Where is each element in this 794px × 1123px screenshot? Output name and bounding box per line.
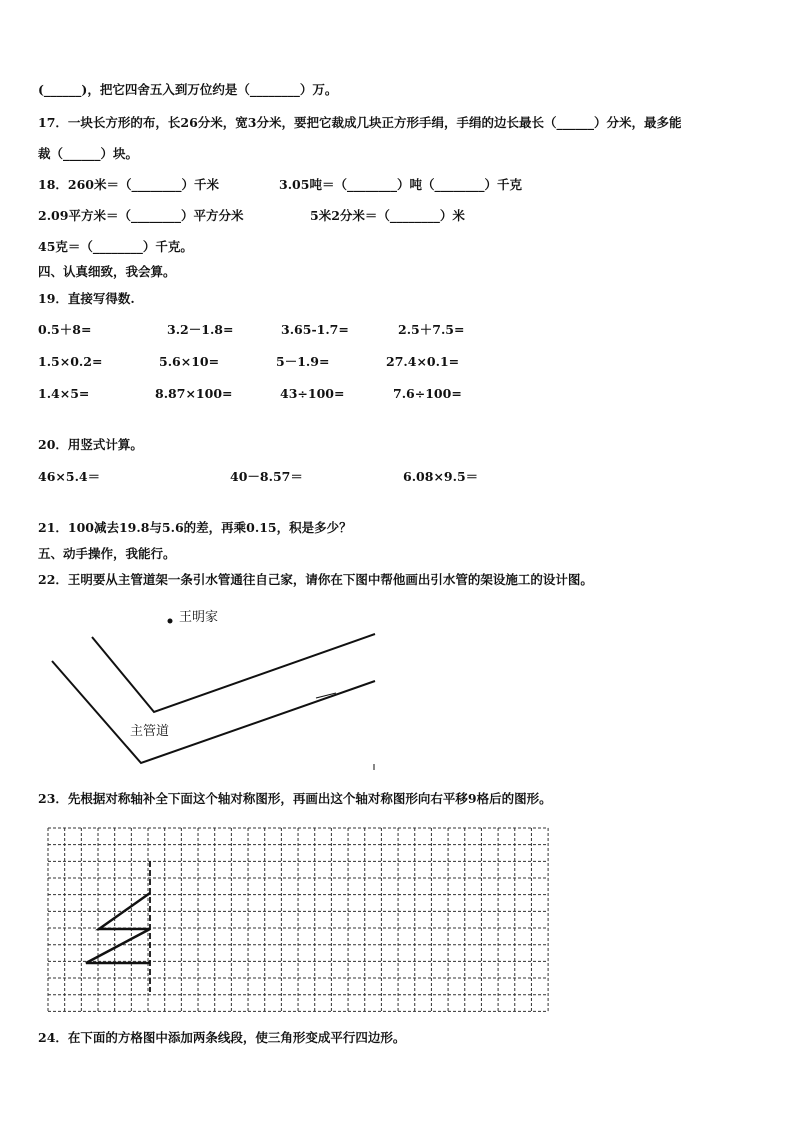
q18-a: 18．260米＝（________）千米	[38, 177, 219, 192]
q19-item: 7.6÷100=	[393, 386, 462, 401]
q19-item: 8.87×100=	[155, 386, 233, 401]
house-dot-marker	[168, 619, 173, 624]
q18-d: 5米2分米＝（________）米	[310, 208, 465, 223]
q19-item: 1.4×5=	[38, 386, 90, 401]
q20-item: 40－8.57＝	[230, 469, 303, 484]
q19-item: 3.2－1.8=	[167, 322, 234, 337]
q20-item: 6.08×9.5＝	[403, 469, 479, 484]
q19-item: 43÷100=	[280, 386, 345, 401]
q19-item: 2.5＋7.5=	[398, 322, 465, 337]
q20-item: 46×5.4＝	[38, 469, 101, 484]
q17-line2: 裁（______）块。	[38, 146, 139, 161]
q18-b: 3.05吨＝（________）吨（________）千克	[279, 177, 522, 192]
q19-item: 5.6×10=	[159, 354, 220, 369]
grid-lines	[48, 828, 548, 1011]
section-4-heading: 四、认真细致，我会算。	[38, 264, 176, 279]
q23-text: 23．先根据对称轴补全下面这个轴对称图形，再画出这个轴对称图形向右平移9格后的图形。	[38, 791, 552, 806]
q16-tail: (______)，把它四舍五入到万位约是（________）万。	[38, 82, 338, 97]
q19-item: 3.65-1.7=	[281, 322, 349, 337]
q23-dashed-grid	[40, 822, 550, 1016]
main-pipe-label: 主管道	[130, 724, 170, 739]
q18-c: 2.09平方米＝（________）平方分米	[38, 208, 244, 223]
house-label: 王明家	[179, 610, 219, 625]
main-pipe-lower-line	[52, 661, 375, 763]
section-5-heading: 五、动手操作，我能行。	[38, 546, 176, 561]
q19-item: 5－1.9=	[276, 354, 330, 369]
q21-text: 21．100减去19.8与5.6的差，再乘0.15，积是多少？	[38, 520, 352, 535]
q19-item: 27.4×0.1=	[386, 354, 460, 369]
q19-item: 1.5×0.2=	[38, 354, 103, 369]
q19-item: 0.5＋8=	[38, 322, 92, 337]
q20-title: 20．用竖式计算。	[38, 437, 143, 452]
q19-title: 19．直接写得数.	[38, 291, 135, 306]
q22-text: 22．王明要从主管道架一条引水管通往自己家，请你在下图中帮他画出引水管的架设施工的设计图。	[38, 572, 593, 587]
q22-pipe-figure	[0, 600, 794, 775]
q18-e: 45克＝（________）千克。	[38, 239, 193, 254]
main-pipe-upper-line	[92, 634, 375, 712]
q17-line1: 17．一块长方形的布，长26分米，宽3分米，要把它裁成几块正方形手绢，手绢的边长最长（______）分米，最多能	[38, 115, 682, 130]
q24-text: 24．在下面的方格图中添加两条线段，使三角形变成平行四边形。	[38, 1030, 406, 1045]
